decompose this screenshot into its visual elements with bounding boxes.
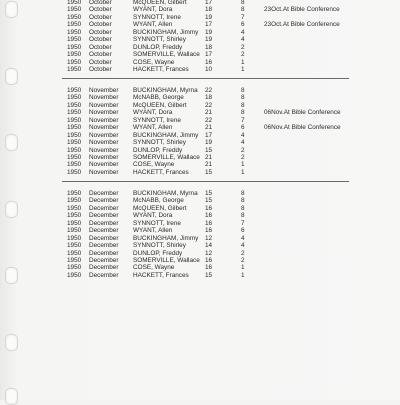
name-cell: SOMERVILLE, Wallace (133, 51, 200, 59)
table-row (0, 264, 400, 271)
month-cell: November (89, 116, 119, 124)
score-cell: 2 (241, 249, 245, 257)
year-cell: 1950 (67, 242, 82, 250)
month-cell: December (89, 249, 119, 257)
december-records (0, 190, 400, 279)
binder-hole (5, 388, 18, 405)
month-cell: October (89, 43, 112, 51)
age-cell: 17 (205, 0, 213, 6)
name-cell: McNABB, George (133, 197, 184, 205)
table-row (0, 197, 400, 204)
table-row (0, 21, 400, 28)
month-cell: October (89, 51, 112, 59)
month-cell: November (89, 139, 119, 147)
score-cell: 8 (241, 190, 245, 197)
year-cell: 1950 (67, 204, 82, 212)
score-cell: 8 (241, 109, 245, 117)
month-cell: November (89, 124, 119, 132)
month-cell: October (89, 21, 112, 29)
table-row (0, 235, 400, 242)
month-cell: December (89, 234, 119, 242)
month-cell: October (89, 36, 112, 44)
table-row (0, 117, 400, 124)
table-row (0, 94, 400, 101)
table-row (0, 147, 400, 154)
month-cell: December (89, 219, 119, 227)
name-cell: WYANT, Dora (133, 6, 173, 14)
year-cell: 1950 (67, 116, 82, 124)
table-row (0, 87, 400, 94)
score-cell: 7 (241, 116, 245, 124)
month-cell: December (89, 190, 119, 197)
table-row (0, 242, 400, 249)
score-cell: 7 (241, 219, 245, 227)
age-cell: 22 (205, 116, 213, 124)
table-row (0, 132, 400, 139)
year-cell: 1950 (67, 58, 82, 66)
age-cell: 17 (205, 131, 213, 139)
age-cell: 16 (205, 58, 213, 66)
score-cell: 1 (241, 65, 245, 73)
age-cell: 15 (205, 271, 213, 279)
year-cell: 1950 (67, 161, 82, 169)
age-cell: 15 (205, 146, 213, 154)
year-cell: 1950 (67, 146, 82, 154)
score-cell: 4 (241, 234, 245, 242)
year-cell: 1950 (67, 131, 82, 139)
age-cell: 16 (205, 256, 213, 264)
table-row (0, 124, 400, 131)
name-cell: WYANT, Dora (133, 212, 173, 220)
score-cell: 8 (241, 94, 245, 102)
age-cell: 21 (205, 124, 213, 132)
table-row (0, 109, 400, 116)
name-cell: McQUEEN, Gilbert (133, 101, 187, 109)
year-cell: 1950 (67, 212, 82, 220)
year-cell: 1950 (67, 264, 82, 272)
age-cell: 18 (205, 43, 213, 51)
note-cell: 06Nov.At Bible Conference (264, 109, 341, 117)
table-row (0, 154, 400, 161)
score-cell: 1 (241, 271, 245, 279)
score-cell: 4 (241, 131, 245, 139)
age-cell: 10 (205, 65, 213, 73)
name-cell: SYNNOTT, Irene (133, 13, 181, 21)
month-cell: December (89, 271, 119, 279)
age-cell: 17 (205, 51, 213, 59)
name-cell: WYANT, Allen (133, 227, 173, 235)
month-cell: November (89, 146, 119, 154)
name-cell: HACKETT, Frances (133, 271, 189, 279)
name-cell: McNABB, George (133, 94, 184, 102)
name-cell: SYNNOTT, Irene (133, 219, 181, 227)
table-row (0, 250, 400, 257)
score-cell: 6 (241, 21, 245, 29)
score-cell: 6 (241, 227, 245, 235)
month-cell: November (89, 153, 119, 161)
table-row (0, 169, 400, 176)
year-cell: 1950 (67, 197, 82, 205)
name-cell: BUCKINGHAM, Jimmy (133, 28, 199, 36)
name-cell: WYANT, Allen (133, 124, 173, 132)
year-cell: 1950 (67, 87, 82, 94)
month-cell: December (89, 204, 119, 212)
score-cell: 4 (241, 242, 245, 250)
note-cell: 23Oct.At Bible Conference (264, 21, 340, 29)
year-cell: 1950 (67, 101, 82, 109)
table-row (0, 212, 400, 219)
month-cell: November (89, 87, 119, 94)
name-cell: McQUEEN, Gilbert (133, 0, 187, 6)
month-cell: November (89, 168, 119, 176)
age-cell: 21 (205, 153, 213, 161)
year-cell: 1950 (67, 109, 82, 117)
name-cell: BUCKINGHAM, Myrna (133, 190, 198, 197)
year-cell: 1950 (67, 65, 82, 73)
name-cell: SOMERVILLE, Wallace (133, 256, 200, 264)
score-cell: 7 (241, 13, 245, 21)
table-row (0, 139, 400, 146)
table-row (0, 51, 400, 58)
month-cell: December (89, 227, 119, 235)
name-cell: DUNLOP, Freddy (133, 43, 183, 51)
age-cell: 14 (205, 242, 213, 250)
month-cell: December (89, 264, 119, 272)
name-cell: BUCKINGHAM, Jimmy (133, 131, 199, 139)
age-cell: 19 (205, 36, 213, 44)
table-row (0, 29, 400, 36)
table-row (0, 102, 400, 109)
name-cell: COSE, Wayne (133, 58, 175, 66)
year-cell: 1950 (67, 0, 82, 6)
year-cell: 1950 (67, 13, 82, 21)
score-cell: 2 (241, 153, 245, 161)
age-cell: 15 (205, 190, 213, 197)
score-cell: 4 (241, 139, 245, 147)
name-cell: DUNLOP, Freddy (133, 249, 183, 257)
age-cell: 17 (205, 21, 213, 29)
name-cell: HACKETT, Frances (133, 65, 189, 73)
score-cell: 8 (241, 87, 245, 94)
month-cell: November (89, 101, 119, 109)
table-row (0, 257, 400, 264)
age-cell: 15 (205, 168, 213, 176)
table-row (0, 227, 400, 234)
table-row (0, 161, 400, 168)
table-row (0, 36, 400, 43)
age-cell: 16 (205, 227, 213, 235)
age-cell: 19 (205, 28, 213, 36)
section-divider (62, 78, 349, 79)
age-cell: 21 (205, 109, 213, 117)
name-cell: DUNLOP, Freddy (133, 146, 183, 154)
month-cell: October (89, 28, 112, 36)
table-row (0, 6, 400, 13)
score-cell: 4 (241, 28, 245, 36)
age-cell: 22 (205, 87, 213, 94)
age-cell: 16 (205, 212, 213, 220)
year-cell: 1950 (67, 124, 82, 132)
name-cell: BUCKINGHAM, Myrna (133, 87, 198, 94)
year-cell: 1950 (67, 190, 82, 197)
age-cell: 15 (205, 197, 213, 205)
table-row (0, 59, 400, 66)
year-cell: 1950 (67, 256, 82, 264)
name-cell: COSE, Wayne (133, 161, 175, 169)
binder-hole (5, 334, 18, 351)
age-cell: 18 (205, 94, 213, 102)
age-cell: 19 (205, 139, 213, 147)
month-cell: October (89, 65, 112, 73)
month-cell: November (89, 109, 119, 117)
month-cell: November (89, 161, 119, 169)
name-cell: SYNNOTT, Shirley (133, 139, 186, 147)
note-cell: 06Nov.At Bible Conference (264, 124, 341, 132)
score-cell: 8 (241, 6, 245, 14)
year-cell: 1950 (67, 249, 82, 257)
name-cell: McQUEEN, Gilbert (133, 204, 187, 212)
score-cell: 2 (241, 146, 245, 154)
table-row (0, 44, 400, 51)
month-cell: October (89, 58, 112, 66)
name-cell: WYANT, Dora (133, 109, 173, 117)
score-cell: 2 (241, 51, 245, 59)
age-cell: 12 (205, 234, 213, 242)
score-cell: 2 (241, 256, 245, 264)
table-row (0, 220, 400, 227)
name-cell: HACKETT, Frances (133, 168, 189, 176)
age-cell: 16 (205, 219, 213, 227)
month-cell: November (89, 94, 119, 102)
november-records (0, 87, 400, 176)
year-cell: 1950 (67, 139, 82, 147)
month-cell: October (89, 6, 112, 14)
year-cell: 1950 (67, 94, 82, 102)
age-cell: 21 (205, 161, 213, 169)
name-cell: BUCKINGHAM, Jimmy (133, 234, 199, 242)
year-cell: 1950 (67, 153, 82, 161)
score-cell: 8 (241, 0, 245, 6)
table-row (0, 190, 400, 197)
table-row (0, 66, 400, 73)
year-cell: 1950 (67, 227, 82, 235)
score-cell: 1 (241, 58, 245, 66)
name-cell: SYNNOTT, Shirley (133, 36, 186, 44)
score-cell: 8 (241, 101, 245, 109)
note-cell: 23Oct.At Bible Conference (264, 6, 340, 14)
name-cell: SYNNOTT, Shirley (133, 242, 186, 250)
age-cell: 16 (205, 204, 213, 212)
month-cell: December (89, 242, 119, 250)
year-cell: 1950 (67, 168, 82, 176)
score-cell: 1 (241, 161, 245, 169)
score-cell: 6 (241, 124, 245, 132)
year-cell: 1950 (67, 219, 82, 227)
score-cell: 8 (241, 204, 245, 212)
october-records (0, 0, 400, 73)
name-cell: SYNNOTT, Irene (133, 116, 181, 124)
year-cell: 1950 (67, 43, 82, 51)
age-cell: 16 (205, 264, 213, 272)
year-cell: 1950 (67, 36, 82, 44)
table-row (0, 14, 400, 21)
score-cell: 1 (241, 168, 245, 176)
year-cell: 1950 (67, 6, 82, 14)
name-cell: SOMERVILLE, Wallace (133, 153, 200, 161)
year-cell: 1950 (67, 234, 82, 242)
score-cell: 2 (241, 43, 245, 51)
score-cell: 8 (241, 197, 245, 205)
month-cell: December (89, 197, 119, 205)
year-cell: 1950 (67, 271, 82, 279)
name-cell: WYANT, Allen (133, 21, 173, 29)
age-cell: 12 (205, 249, 213, 257)
age-cell: 22 (205, 101, 213, 109)
month-cell: October (89, 13, 112, 21)
month-cell: December (89, 212, 119, 220)
month-cell: November (89, 131, 119, 139)
year-cell: 1950 (67, 28, 82, 36)
age-cell: 18 (205, 6, 213, 14)
year-cell: 1950 (67, 21, 82, 29)
year-cell: 1950 (67, 51, 82, 59)
age-cell: 19 (205, 13, 213, 21)
month-cell: October (89, 0, 112, 6)
score-cell: 1 (241, 264, 245, 272)
table-row (0, 205, 400, 212)
section-divider (62, 181, 349, 182)
score-cell: 8 (241, 212, 245, 220)
month-cell: December (89, 256, 119, 264)
name-cell: COSE, Wayne (133, 264, 175, 272)
score-cell: 4 (241, 36, 245, 44)
table-row (0, 272, 400, 279)
